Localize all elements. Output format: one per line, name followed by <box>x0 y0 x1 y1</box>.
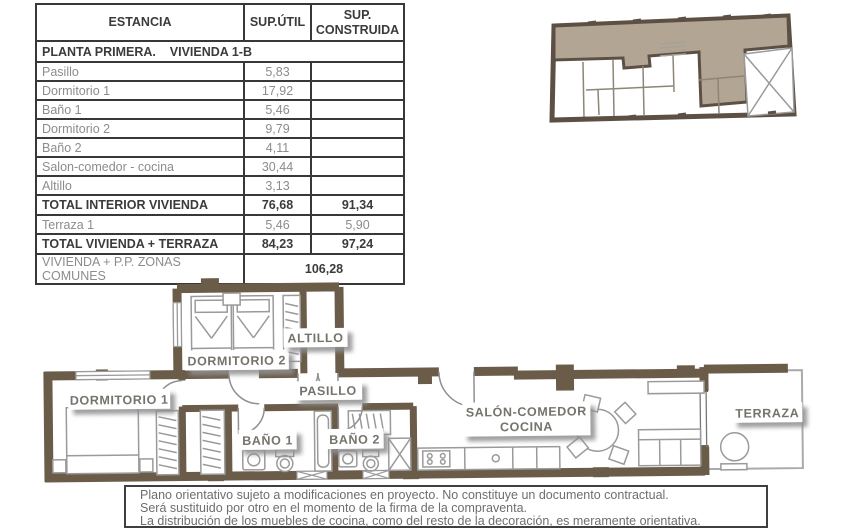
room-name: Baño 2 <box>36 138 244 157</box>
total-interior-row <box>36 195 404 215</box>
keyplan-diagram <box>538 2 808 130</box>
room-util: 9,79 <box>244 119 311 138</box>
svg-text:DORMITORIO 1: DORMITORIO 1 <box>69 392 169 408</box>
room-construida <box>311 157 404 176</box>
terrace-table <box>721 433 749 470</box>
table-row <box>36 100 404 119</box>
room-util: 5,83 <box>244 62 311 81</box>
table-row <box>36 138 404 157</box>
keyplan-courtyard <box>744 48 794 116</box>
sink <box>243 450 265 470</box>
label-dormitorio-1 <box>68 389 170 410</box>
room-util: 30,44 <box>244 157 311 176</box>
header-sup-util: SUP.ÚTIL <box>244 4 311 41</box>
svg-text:TERRAZA: TERRAZA <box>735 406 800 421</box>
areas-table <box>35 3 405 285</box>
total-construida: 91,34 <box>311 195 404 215</box>
room-name: Altillo <box>36 176 244 195</box>
label-dormitorio-2 <box>185 349 289 370</box>
svg-text:BAÑO 1: BAÑO 1 <box>242 433 294 448</box>
total-util: 84,23 <box>244 234 311 254</box>
kitchen-counter <box>418 447 560 470</box>
disclaimer-line: La distribución de los muebles de cocina, como del resto de la decoración, es meramente orientativa. <box>140 514 701 528</box>
room-construida <box>311 138 404 157</box>
total-vivienda-row <box>36 234 404 254</box>
room-construida <box>311 119 404 138</box>
table-row <box>36 119 404 138</box>
svg-text:PASILLO: PASILLO <box>299 383 357 399</box>
door-arc <box>229 374 259 404</box>
zonas-comunes-value: 106,28 <box>244 254 404 284</box>
room-name: Dormitorio 2 <box>36 119 244 138</box>
svg-text:COCINA: COCINA <box>499 419 553 435</box>
table-row <box>36 157 404 176</box>
door-arc <box>439 372 474 407</box>
label-bano-1 <box>238 429 296 450</box>
disclaimer-line: Será sustituido por otro en el momento de la firma de la compraventa. <box>140 501 528 515</box>
room-util: 3,13 <box>244 176 311 195</box>
room-util: 17,92 <box>244 81 311 100</box>
disclaimer-line: Plano orientativo sujeto a modificaciones en proyecto. No constituye un documento contractual. <box>140 488 669 502</box>
shower <box>389 438 411 470</box>
section-row <box>36 41 404 62</box>
wardrobe <box>156 410 225 475</box>
room-util: 5,46 <box>244 215 311 234</box>
svg-text:ALTILLO: ALTILLO <box>287 330 344 346</box>
room-util: 4,11 <box>244 138 311 157</box>
table-header-row <box>36 4 404 41</box>
room-construida <box>311 100 404 119</box>
label-pasillo <box>294 381 362 401</box>
toilet <box>363 451 379 472</box>
room-construida: 5,90 <box>311 215 404 234</box>
room-construida <box>311 81 404 100</box>
label-altillo <box>283 328 347 348</box>
zonas-comunes-label: VIVIENDA + P.P. ZONAS COMUNES <box>36 254 244 284</box>
label-bano-2 <box>325 428 383 449</box>
header-sup-construida: SUP. CONSTRUIDA <box>311 4 404 41</box>
svg-text:SALÓN-COMEDOR: SALÓN-COMEDOR <box>465 404 587 420</box>
total-label: TOTAL VIVIENDA + TERRAZA <box>36 234 244 254</box>
room-construida <box>311 176 404 195</box>
room-name: Baño 1 <box>36 100 244 119</box>
label-terraza <box>732 402 802 423</box>
total-util: 76,68 <box>244 195 311 215</box>
total-label: TOTAL INTERIOR VIVIENDA <box>36 195 244 215</box>
label-salon-comedor-cocina <box>462 401 590 436</box>
header-estancia: ESTANCIA <box>36 4 244 41</box>
room-util: 5,46 <box>244 100 311 119</box>
svg-text:DORMITORIO 2: DORMITORIO 2 <box>187 353 287 369</box>
sofa <box>639 429 701 466</box>
total-construida: 97,24 <box>311 234 404 254</box>
disclaimer-box <box>124 485 768 528</box>
table-row <box>36 81 404 100</box>
furniture-layer <box>51 288 749 477</box>
bed-double <box>52 407 153 474</box>
section-title: PLANTA PRIMERA. VIVIENDA 1-B <box>36 41 404 62</box>
table-row <box>36 176 404 195</box>
toilet <box>276 449 294 471</box>
room-name: Salon-comedor - cocina <box>36 157 244 176</box>
table-row <box>36 62 404 81</box>
sink <box>339 451 357 467</box>
floorplan-diagram <box>31 268 823 498</box>
bed-single <box>191 293 274 359</box>
table-row <box>36 215 404 234</box>
shelf <box>648 381 704 394</box>
room-name: Pasillo <box>36 62 244 81</box>
room-name: Dormitorio 1 <box>36 81 244 100</box>
room-construida <box>311 62 404 81</box>
svg-text:BAÑO 2: BAÑO 2 <box>329 432 381 448</box>
room-name: Terraza 1 <box>36 215 244 234</box>
